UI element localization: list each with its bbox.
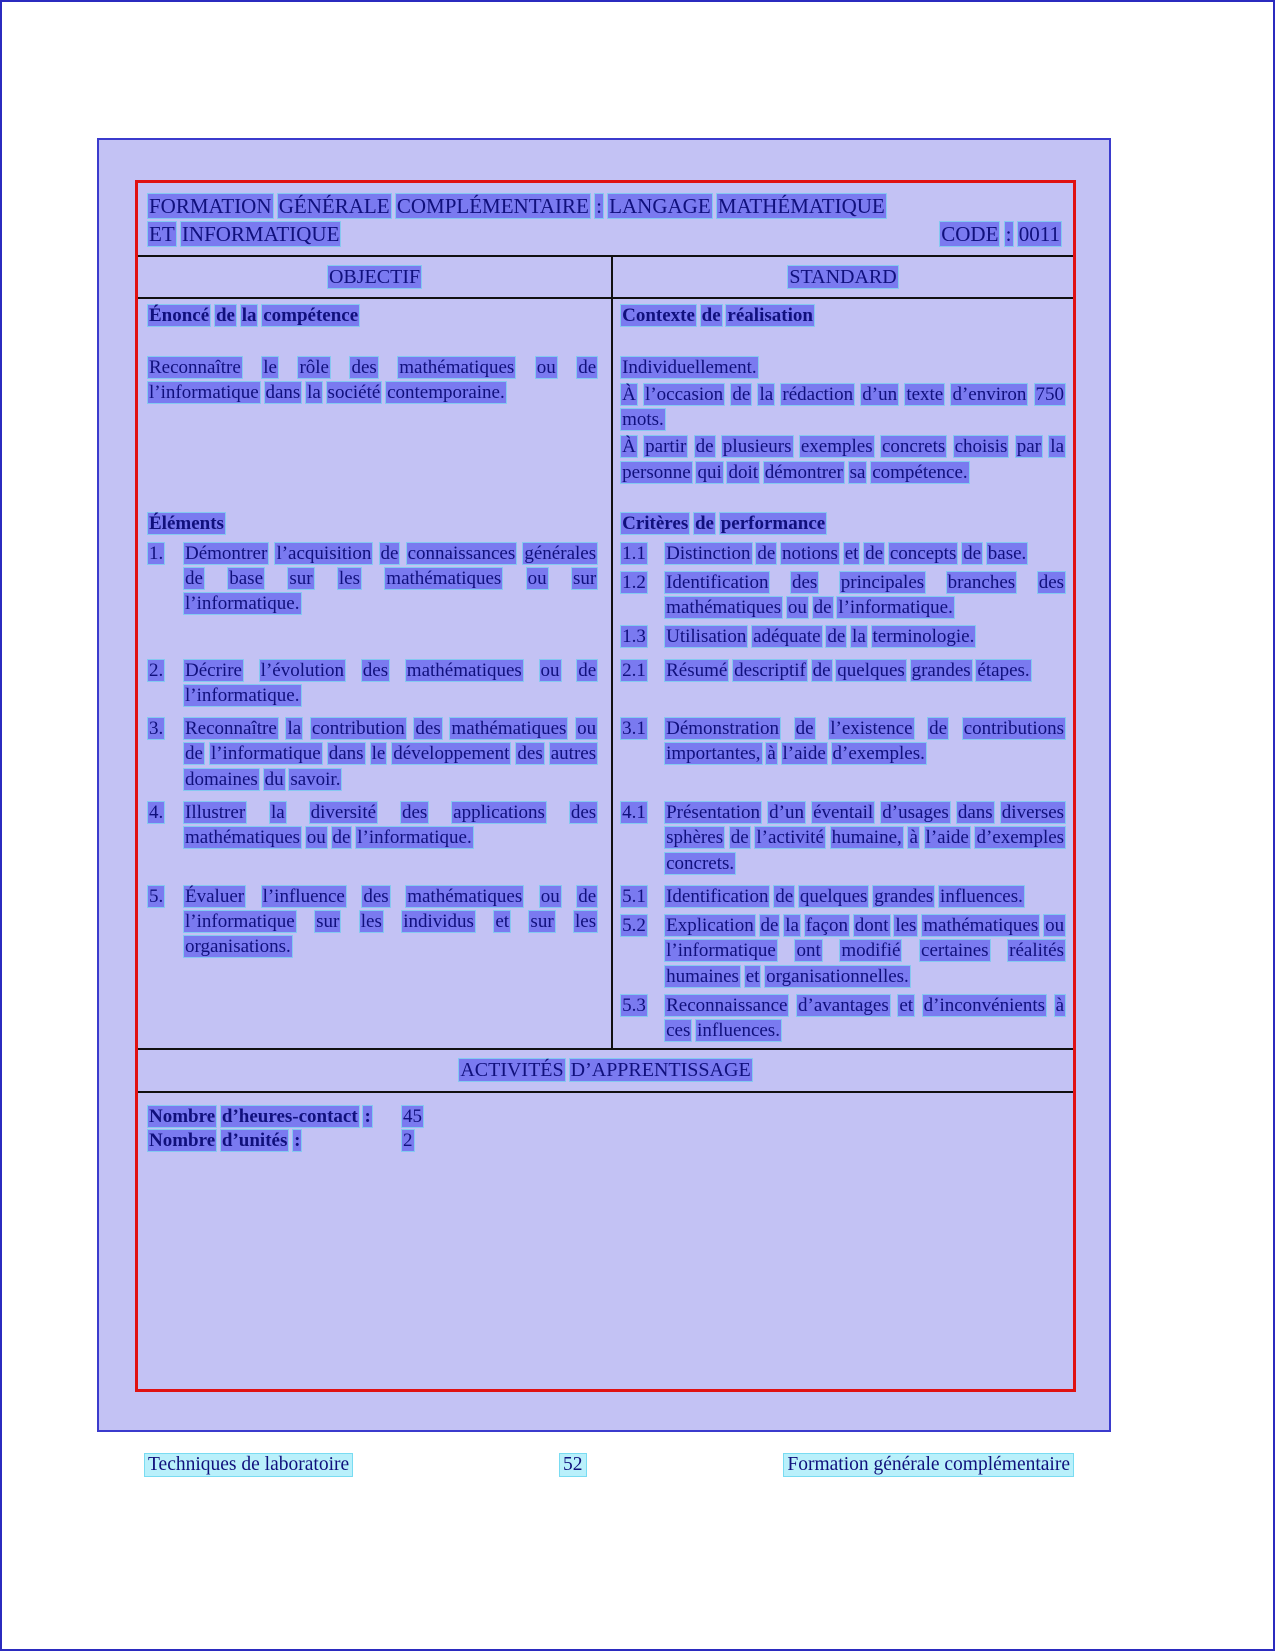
critere-text: Utilisation adéquate de la terminologie. xyxy=(666,626,975,648)
critere-text: Identification des principales branches des mathématiques ou de l’informatique. xyxy=(666,571,1065,619)
element-number: 1. xyxy=(149,542,164,564)
competence-text-cell xyxy=(138,351,611,507)
critere-number: 1.3 xyxy=(622,626,646,648)
list-item xyxy=(621,570,1065,621)
element-5-cell xyxy=(138,880,611,1048)
element-number: 5. xyxy=(149,885,164,907)
contexte-item: À partir de plusieurs exemples concrets choisis par la personne qui doit démontrer sa compétence. xyxy=(622,436,1065,483)
element-number: 4. xyxy=(149,801,164,823)
subheadings-row xyxy=(138,507,1073,537)
footer-page-number: 52 xyxy=(560,1454,586,1476)
standard-column-header-cell xyxy=(611,257,1073,297)
competency-table xyxy=(135,180,1076,1392)
enonce-heading-cell xyxy=(138,299,611,351)
element-4-cell xyxy=(138,796,611,880)
hours-section xyxy=(138,1093,1073,1153)
list-item xyxy=(621,658,1065,683)
intro-row xyxy=(138,351,1073,507)
element-4-row xyxy=(138,796,1073,880)
activities-heading: ACTIVITÉS D’APPRENTISSAGE xyxy=(460,1058,751,1081)
criteres-4-cell xyxy=(611,796,1073,880)
element-text: Évaluer l’influence des mathématiques ou de l’informatique sur les individus et sur les organisations. xyxy=(185,885,597,958)
units-label: Nombre d’unités : xyxy=(149,1130,301,1152)
contexte-heading-cell xyxy=(611,299,1073,351)
critere-number: 5.3 xyxy=(622,994,646,1016)
critere-number: 3.1 xyxy=(622,718,646,740)
contexte-realisation-heading: Contexte de réalisation xyxy=(622,304,813,326)
critere-text: Identification de quelques grandes influences. xyxy=(666,885,1023,907)
critere-number: 2.1 xyxy=(622,659,646,681)
column-headers-row xyxy=(138,257,1073,299)
units-value: 2 xyxy=(403,1130,413,1152)
objectif-column-header-cell xyxy=(138,257,611,297)
list-item xyxy=(621,624,1065,649)
objectif-column-header: OBJECTIF xyxy=(328,266,421,288)
program-sheet-panel xyxy=(97,138,1111,1432)
critere-number: 1.1 xyxy=(622,542,646,564)
critere-text: Distinction de notions et de concepts de base. xyxy=(666,542,1027,564)
list-item xyxy=(148,541,597,617)
list-item xyxy=(621,541,1065,566)
critere-number: 4.1 xyxy=(622,801,646,823)
course-title-line2 xyxy=(148,220,1061,248)
critere-text: Démonstration de l’existence de contributions importantes, à l’aide d’exemples. xyxy=(666,718,1064,765)
critere-text: Reconnaissance d’avantages et d’inconvénients à ces influences. xyxy=(666,994,1065,1042)
elements-heading-cell xyxy=(138,507,611,537)
hours-contact-row xyxy=(148,1105,1073,1129)
element-number: 2. xyxy=(149,659,164,681)
critere-number: 5.2 xyxy=(622,915,646,937)
criteres-heading-cell xyxy=(611,507,1073,537)
contexte-items-cell xyxy=(611,351,1073,507)
headings-row xyxy=(138,299,1073,351)
contexte-item: À l’occasion de la rédaction d’un texte d’environ 750 mots. xyxy=(622,383,1065,431)
criteres-1-cell xyxy=(611,537,1073,654)
criteres-5-cell xyxy=(611,880,1073,1048)
list-item xyxy=(621,716,1065,767)
element-text: Reconnaître la contribution des mathématiques ou de l’informatique dans le développement des autres domaines du savoir. xyxy=(185,718,597,790)
element-1-cell xyxy=(138,537,611,654)
hours-contact-value: 45 xyxy=(403,1106,422,1128)
critere-text: Explication de la façon dont les mathématiques ou l’informatique ont modifié certaines réalités humaines et organisationnelles. xyxy=(666,915,1065,987)
criteres-2-cell xyxy=(611,654,1073,713)
list-item xyxy=(621,913,1065,989)
enonce-competence-heading: Énoncé de la compétence xyxy=(149,304,359,326)
element-text: Démontrer l’acquisition de connaissances générales de base sur les mathématiques ou sur l’informatique. xyxy=(185,542,597,615)
footer-right-text: Formation générale complémentaire xyxy=(784,1454,1073,1476)
footer-left-text: Techniques de laboratoire xyxy=(145,1454,352,1476)
criteres-3-cell xyxy=(611,712,1073,796)
element-text: Décrire l’évolution des mathématiques ou de l’informatique. xyxy=(185,659,597,706)
criteres-performance-heading: Critères de performance xyxy=(622,512,826,534)
list-item xyxy=(148,658,597,709)
critere-number: 1.2 xyxy=(622,571,646,593)
element-2-cell xyxy=(138,654,611,713)
element-1-row xyxy=(138,537,1073,654)
critere-text: Résumé descriptif de quelques grandes étapes. xyxy=(666,659,1030,681)
page-footer xyxy=(145,1454,1073,1480)
course-title-line1: FORMATION GÉNÉRALE COMPLÉMENTAIRE : LANGAGE MATHÉMATIQUE xyxy=(149,194,885,218)
standard-column-header: STANDARD xyxy=(789,266,897,288)
list-item xyxy=(148,884,597,960)
competence-text: Reconnaître le rôle des mathématiques ou de l’informatique dans la société contemporaine. xyxy=(149,356,597,403)
list-item xyxy=(148,800,597,851)
table-title-block xyxy=(138,183,1073,257)
elements-heading: Éléments xyxy=(149,512,224,534)
list-item xyxy=(621,993,1065,1044)
hours-contact-label: Nombre d’heures-contact : xyxy=(149,1106,371,1128)
course-code-label: CODE : 0011 xyxy=(941,222,1060,246)
course-title-line2-text: ET INFORMATIQUE xyxy=(149,222,340,246)
element-text: Illustrer la diversité des applications des mathématiques ou de l’informatique. xyxy=(185,801,597,849)
element-number: 3. xyxy=(149,718,164,740)
element-5-row xyxy=(138,880,1073,1048)
table-body xyxy=(138,299,1073,1050)
list-item xyxy=(621,884,1065,909)
critere-text: Présentation d’un éventail d’usages dans diverses sphères de l’activité humaine, à l’aide d’exemples concrets. xyxy=(666,801,1065,874)
element-3-row xyxy=(138,712,1073,796)
element-3-cell xyxy=(138,712,611,796)
critere-number: 5.1 xyxy=(622,885,646,907)
element-2-row xyxy=(138,654,1073,713)
units-row xyxy=(148,1129,1073,1153)
list-item xyxy=(148,716,597,792)
activities-row xyxy=(138,1048,1073,1094)
contexte-item: Individuellement. xyxy=(622,356,757,378)
list-item xyxy=(621,800,1065,876)
